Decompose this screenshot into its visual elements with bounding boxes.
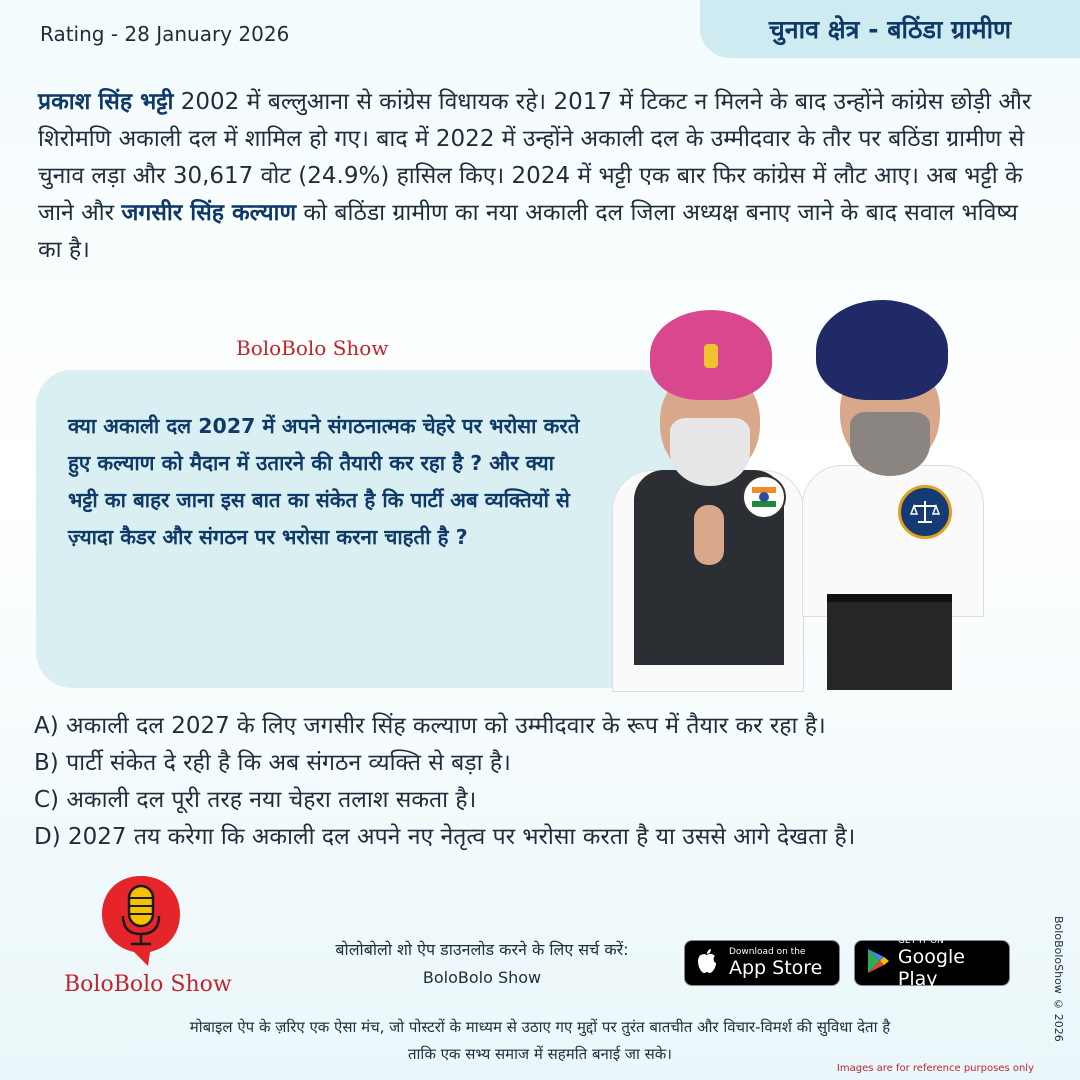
folded-hands bbox=[694, 505, 724, 565]
download-line: बोलोबोलो शो ऐप डाउनलोड करने के लिए सर्च करें: bbox=[335, 940, 629, 959]
option-c: C) अकाली दल पूरी तरह नया चेहरा तलाश सकता है। bbox=[34, 787, 477, 813]
date-label: Rating - 28 January 2026 bbox=[40, 22, 290, 46]
option-d: D) 2027 तय करेगा कि अकाली दल अपने नए नेतृत्व पर भरोसा करता है या उससे आगे देखता है। bbox=[34, 824, 856, 850]
intro-name-kalyan: जगसीर सिंह कल्याण bbox=[121, 200, 297, 226]
intro-text-1: 2002 में बल्लुआना से कांग्रेस विधायक रहे। 2017 में टिकट न मिलने के बाद उन्होंने कांग्रेस छोड़ी और शिरोमणि अकाली दल में शामिल हो गए। बाद में 2022 में उन्होंने अकाली दल के उम्मीदवार के तौर पर बठिंडा ग्रामीण से चुनाव लड़ा और 30,617 वोट (24.9%) हासिल किए। 2024 में भट्टी एक बार फिर कांग्रेस में लौट आए। अब भट्टी के जाने और bbox=[38, 89, 1032, 226]
right-person-beard bbox=[850, 412, 930, 476]
app-store-big-text: App Store bbox=[729, 957, 823, 979]
option-b: B) पार्टी संकेत दे रही है कि अब संगठन व्यक्ति से बड़ा है। bbox=[34, 750, 511, 776]
app-store-small-text: Download on the bbox=[729, 947, 806, 957]
search-term: BoloBolo Show bbox=[422, 968, 542, 987]
right-person-belt bbox=[827, 594, 952, 602]
politicians-illustration bbox=[612, 300, 1002, 690]
option-a: A) अकाली दल 2027 के लिए जगसीर सिंह कल्याण को उम्मीदवार के रूप में तैयार कर रहा है। bbox=[34, 713, 826, 739]
tagline-line-1: मोबाइल ऐप के ज़रिए एक ऐसा मंच, जो पोस्टरों के माध्यम से उठाए गए मुद्दों पर तुरंत बातचीत और विचार-विमर्श की सुविधा देता है bbox=[189, 1018, 891, 1036]
intro-text-2: को बठिंडा ग्रामीण का नया अकाली दल जिला अध्यक्ष बनाए जाने के बाद सवाल भविष्य का है। bbox=[38, 200, 1018, 263]
footer-brand: BoloBolo Show bbox=[64, 972, 232, 997]
microphone-speech-bubble-icon bbox=[98, 872, 184, 968]
footer-tagline bbox=[40, 1014, 1040, 1068]
intro-paragraph bbox=[38, 84, 1048, 269]
intro-name-bhatti: प्रकाश सिंह भट्टी bbox=[38, 89, 174, 115]
constituency-label: चुनाव क्षेत्र - बठिंडा ग्रामीण bbox=[768, 15, 1012, 44]
google-play-button[interactable] bbox=[854, 936, 1010, 990]
answer-options bbox=[34, 708, 1044, 856]
download-instructions bbox=[292, 936, 672, 992]
constituency-tab bbox=[700, 0, 1080, 58]
left-person-beard bbox=[670, 418, 750, 486]
question-text: क्या अकाली दल 2027 में अपने संगठनात्मक चेहरे पर भरोसा करते हुए कल्याण को मैदान में उतारने की तैयारी कर रहा है ? और क्या भट्टी का बाहर जाना इस बात का संकेत है कि पार्टी अब व्यक्तियों से ज़्यादा कैडर और संगठन पर भरोसा करना चाहती है ? bbox=[68, 414, 580, 549]
google-play-icon bbox=[865, 947, 892, 979]
right-person-turban bbox=[816, 300, 948, 400]
left-person-turban-patch bbox=[704, 344, 718, 368]
scales-of-justice-icon bbox=[898, 485, 952, 539]
tagline-line-2: ताकि एक सभ्य समाज में सहमति बनाई जा सके। bbox=[408, 1045, 672, 1063]
disclaimer: Images are for reference purposes only bbox=[836, 1063, 1034, 1074]
congress-hand-icon bbox=[742, 475, 786, 519]
copyright: BoloBoloShow © 2026 bbox=[1052, 916, 1065, 1042]
google-play-big-text: Google Play bbox=[897, 946, 965, 990]
app-store-button[interactable] bbox=[684, 940, 840, 986]
google-play-small-text: GET IT ON bbox=[897, 936, 944, 946]
right-person-trousers bbox=[827, 598, 952, 690]
brand-watermark: BoloBolo Show bbox=[236, 336, 389, 360]
apple-icon bbox=[695, 947, 723, 979]
